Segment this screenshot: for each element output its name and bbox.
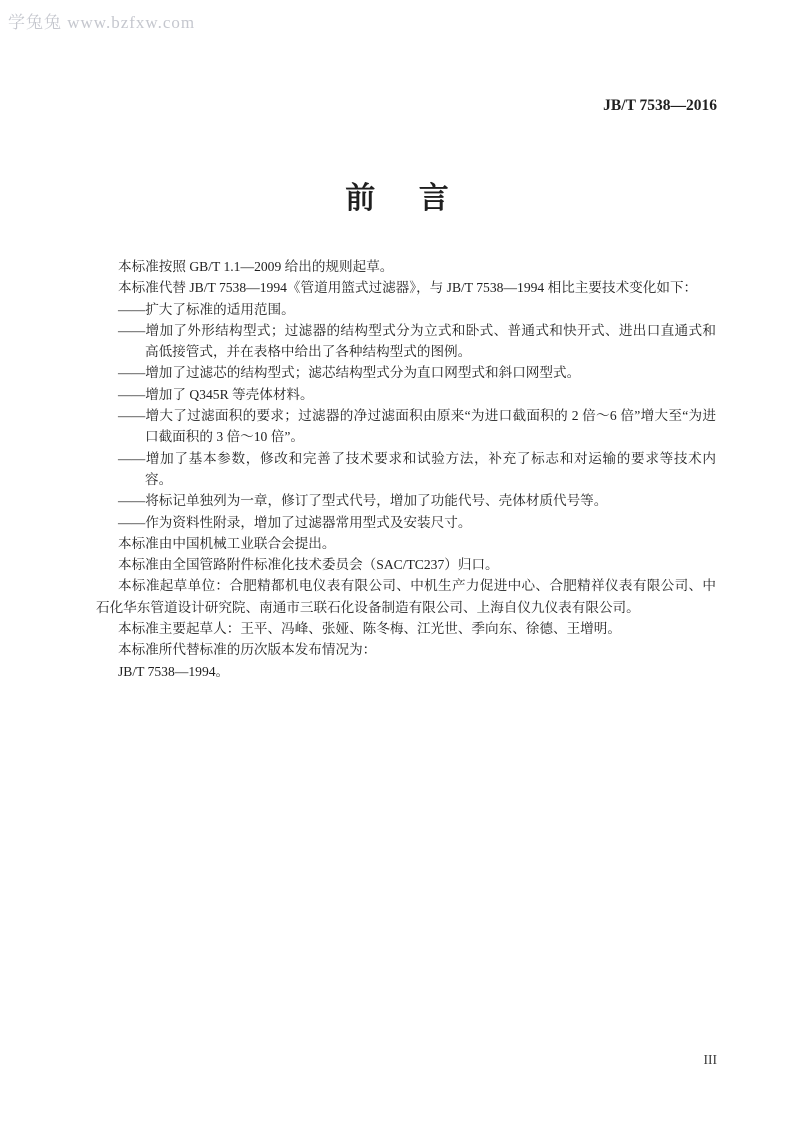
foreword-paragraph: 本标准所代替标准的历次版本发布情况为： bbox=[118, 642, 377, 658]
foreword-paragraph: 本标准起草单位：合肥精都机电仪表有限公司、中机生产力促进中心、合肥精祥仪表有限公司、中石化华东管道设计研究院、南通市三联石化设备制造有限公司、上海自仪九仪表有限公司。 bbox=[96, 578, 716, 615]
watermark: 学兔兔 www.bzfxw.com bbox=[8, 13, 196, 32]
standard-number: JB/T 7538—2016 bbox=[603, 97, 717, 114]
foreword-change-item: ——将标记单独列为一章，修订了型式代号，增加了功能代号、壳体材质代号等。 bbox=[118, 493, 608, 509]
foreword-change-item: ——增加了基本参数，修改和完善了技术要求和试验方法，补充了标志和对运输的要求等技术内容。 bbox=[118, 450, 716, 487]
foreword-paragraph: 本标准主要起草人：王平、冯峰、张娅、陈冬梅、江光世、季向东、徐德、王增明。 bbox=[118, 621, 621, 637]
foreword-change-item: ——扩大了标准的适用范围。 bbox=[118, 301, 295, 317]
foreword-change-item: ——增加了外形结构型式；过滤器的结构型式分为立式和卧式、普通式和快开式、进出口直通式和高低接管式，并在表格中给出了各种结构型式的图例。 bbox=[118, 322, 716, 360]
foreword-title-text: 前言 bbox=[345, 182, 493, 215]
foreword-paragraph: 本标准由中国机械工业联合会提出。 bbox=[118, 535, 336, 551]
foreword-paragraph: 本标准按照 GB/T 1.1—2009 给出的规则起草。 bbox=[118, 259, 394, 274]
foreword-change-item: ——作为资料性附录，增加了过滤器常用型式及安装尺寸。 bbox=[118, 514, 472, 530]
foreword-change-item: ——增加了 Q345R 等壳体材料。 bbox=[118, 386, 314, 402]
foreword-title bbox=[0, 182, 794, 215]
page-number: III bbox=[703, 1052, 717, 1067]
foreword-body bbox=[96, 256, 716, 682]
foreword-change-item: ——增大了过滤面积的要求；过滤器的净过滤面积由原来“为进口截面积的 2 倍～6 倍”增大至“为进口截面积的 3 倍～10 倍”。 bbox=[118, 408, 716, 445]
foreword-paragraph: 本标准代替 JB/T 7538—1994《管道用篮式过滤器》，与 JB/T 7538—1994 相比主要技术变化如下： bbox=[118, 280, 698, 296]
foreword-paragraph: 本标准由全国管路附件标准化技术委员会（SAC/TC237）归口。 bbox=[118, 557, 499, 573]
foreword-paragraph: JB/T 7538—1994。 bbox=[118, 663, 230, 679]
foreword-change-item: ——增加了过滤芯的结构型式；滤芯结构型式分为直口网型式和斜口网型式。 bbox=[118, 365, 581, 381]
